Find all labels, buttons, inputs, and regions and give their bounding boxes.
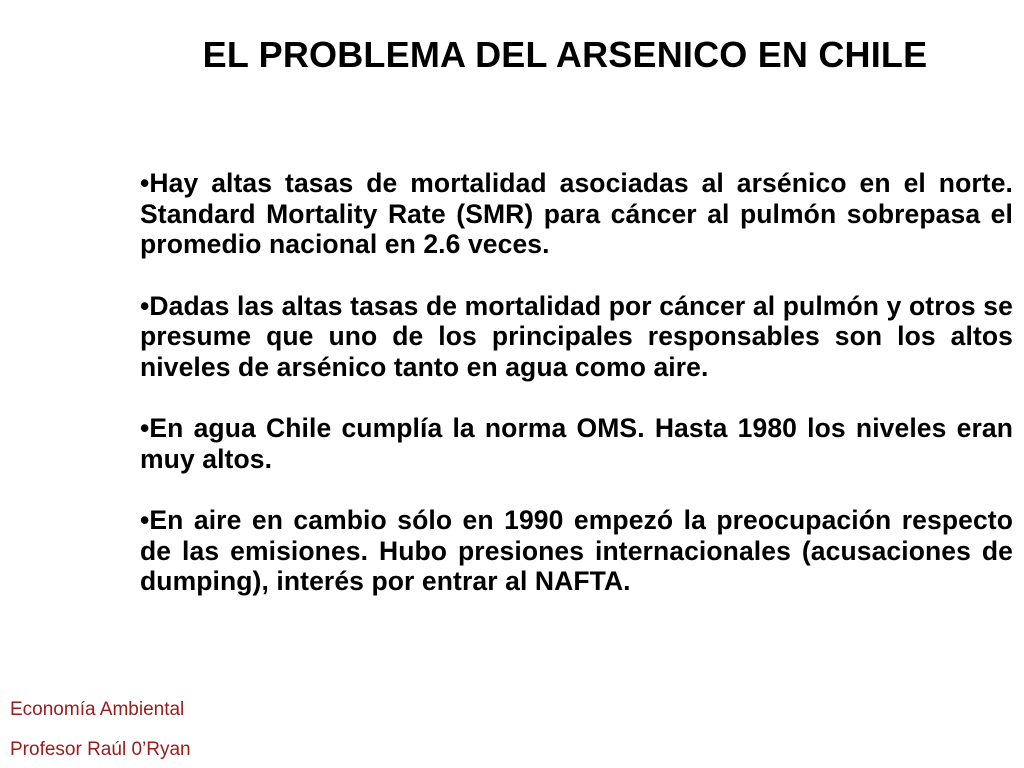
slide-body — [140, 168, 1013, 597]
bullet-cancer-causes: •Dadas las altas tasas de mortalidad por cáncer al pulmón y otros se presume que uno de los principales responsables son los altos niveles de arsénico tanto en agua como aire. — [140, 290, 1013, 382]
bullet-water-norm: •En agua Chile cumplía la norma OMS. Hasta 1980 los niveles eran muy altos. — [140, 413, 1013, 474]
footer-professor-name: Profesor Raúl 0’Ryan — [10, 739, 191, 760]
bullet-air-emissions: •En aire en cambio sólo en 1990 empezó la preocupación respecto de las emisiones. Hubo presiones internacionales (acusaciones de dumping), interés por entrar al NAFTA. — [140, 505, 1013, 596]
slide-title: EL PROBLEMA DEL ARSENICO EN CHILE — [202, 34, 928, 75]
bullet-spacer — [140, 382, 1013, 413]
bullet-spacer — [140, 260, 1013, 291]
bullet-arsenic-mortality: •Hay altas tasas de mortalidad asociadas al arsénico en el norte. Standard Mortality Rate (SMR) para cáncer al pulmón sobrepasa el promedio nacional en 2.6 veces. — [140, 168, 1013, 259]
footer-course-name: Economía Ambiental — [10, 699, 185, 720]
bullet-spacer — [140, 474, 1013, 505]
